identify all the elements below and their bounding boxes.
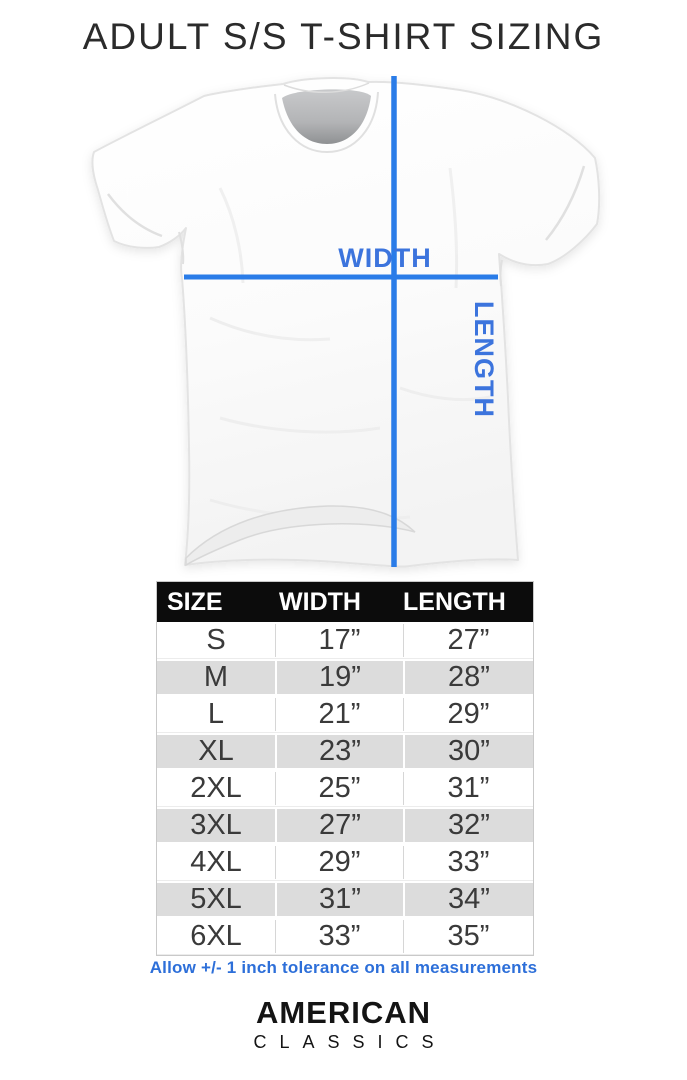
brand-name-american: AMERICAN — [255, 995, 432, 1030]
cell-width: 31” — [275, 883, 403, 916]
size-table-header — [157, 582, 533, 622]
cell-length: 34” — [403, 883, 533, 916]
cell-length: 31” — [403, 772, 533, 805]
tshirt-body — [92, 78, 599, 566]
brand-logo — [0, 995, 687, 1053]
header-size: SIZE — [167, 587, 223, 616]
cell-size: M — [203, 661, 229, 693]
cell-size: 3XL — [190, 809, 242, 841]
cell-size: L — [207, 697, 225, 730]
table-row-2xl — [157, 770, 533, 807]
cell-length: 35” — [403, 920, 533, 953]
cell-length: 27” — [403, 624, 533, 657]
cell-length: 30” — [403, 735, 533, 768]
cell-width: 33” — [275, 920, 403, 953]
cell-width: 23” — [275, 735, 403, 768]
tshirt-diagram — [70, 68, 615, 580]
cell-length: 29” — [403, 698, 533, 731]
page-title: ADULT S/S T-SHIRT SIZING — [82, 16, 605, 57]
cell-size: 4XL — [190, 845, 242, 878]
cell-width: 19” — [275, 661, 403, 694]
width-measure-label: WIDTH — [338, 243, 432, 273]
tolerance-note: Allow +/- 1 inch tolerance on all measurements — [149, 958, 538, 977]
cell-width: 27” — [275, 809, 403, 842]
cell-size: 6XL — [190, 919, 242, 952]
cell-length: 28” — [403, 661, 533, 694]
header-length: LENGTH — [403, 587, 506, 616]
cell-size: 5XL — [190, 883, 242, 915]
table-row-xl — [157, 733, 533, 770]
length-measure-label: LENGTH — [469, 301, 499, 418]
cell-size: 2XL — [190, 771, 242, 804]
table-row-4xl — [157, 844, 533, 881]
cell-length: 33” — [403, 846, 533, 879]
size-table — [156, 581, 534, 956]
table-row-6xl — [157, 918, 533, 955]
table-row-s — [157, 622, 533, 659]
cell-width: 25” — [275, 772, 403, 805]
cell-width: 17” — [275, 624, 403, 657]
table-row-5xl — [157, 881, 533, 918]
cell-length: 32” — [403, 809, 533, 842]
table-row-l — [157, 696, 533, 733]
header-width: WIDTH — [279, 587, 361, 616]
cell-size: XL — [198, 735, 234, 767]
cell-width: 21” — [275, 698, 403, 731]
table-row-3xl — [157, 807, 533, 844]
tshirt-graphic — [70, 68, 615, 580]
cell-width: 29” — [275, 846, 403, 879]
brand-name-classics: CLASSICS — [253, 1032, 447, 1052]
table-row-m — [157, 659, 533, 696]
cell-size: S — [206, 623, 226, 656]
